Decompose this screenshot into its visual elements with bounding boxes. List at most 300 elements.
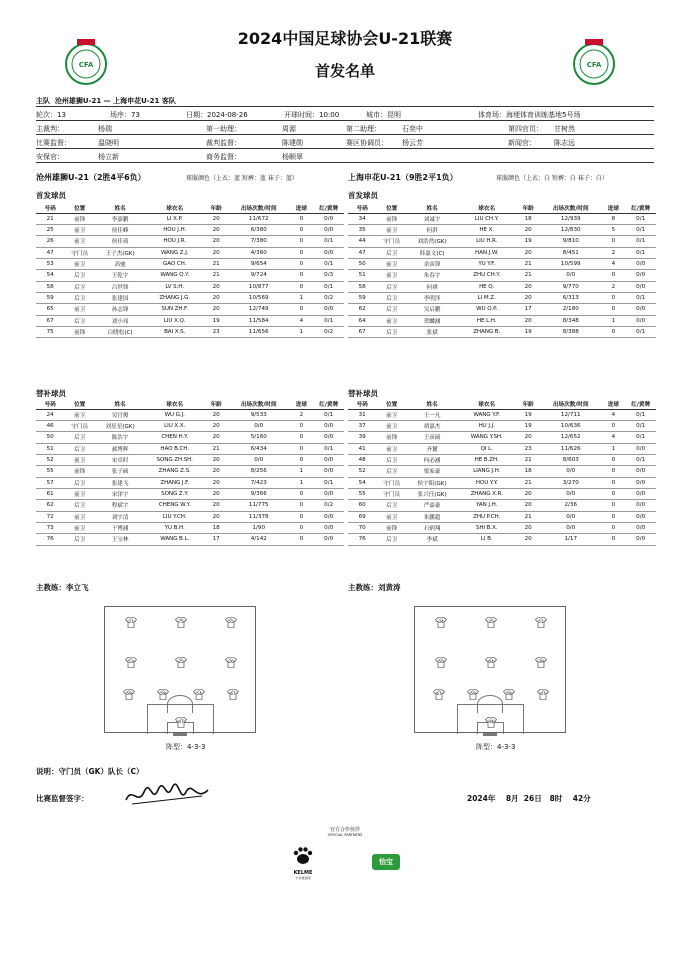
cell-appearances: 0/0 (540, 270, 601, 281)
stadium: 体育场：海埂体育训练基地5号场 (478, 111, 581, 119)
cell-name: 李嘉鹏 (95, 213, 145, 224)
cell-appearances: 0/0 (540, 522, 601, 533)
player-shirt-number: 75 (178, 619, 184, 624)
table-row (348, 224, 656, 235)
column-header-goals: 进球 (601, 204, 625, 213)
column-header-number: 号码 (348, 204, 376, 213)
cell-number: 60 (348, 500, 376, 511)
cell-shirt-name: ZHANG Z.S. (145, 466, 204, 477)
player-shirt-number: 50 (438, 659, 444, 664)
cell-goals: 1 (289, 466, 313, 477)
player-shirt-icon (435, 617, 447, 628)
table-row (36, 247, 344, 258)
cell-goals: 1 (601, 443, 625, 454)
cell-position: 前卫 (376, 315, 407, 326)
cell-appearances: 0/0 (228, 454, 289, 465)
column-header-name: 姓名 (407, 400, 457, 409)
cell-shirt-name: ZHANG X.R. (457, 488, 516, 499)
column-header-name: 姓名 (95, 204, 145, 213)
venue-coordinator: 赛区协调员： 杨云芳 (346, 139, 423, 147)
cell-position: 前卫 (64, 304, 95, 315)
cell-goals: 0 (601, 454, 625, 465)
cell-age: 23 (204, 326, 228, 337)
cell-shirt-name: GAO CH. (145, 258, 204, 269)
column-header-goals: 进球 (601, 400, 625, 409)
cell-name: 王子杰(GK) (95, 247, 145, 258)
cell-age: 20 (516, 281, 540, 292)
player-shirt-number: 25 (178, 659, 184, 664)
cell-shirt-name: LI X.P. (145, 213, 204, 224)
column-header-name: 姓名 (407, 204, 457, 213)
cell-age: 20 (204, 477, 228, 488)
table-row (36, 304, 344, 315)
cell-position: 前锋 (376, 432, 407, 443)
player-shirt-icon (123, 689, 135, 700)
cell-shirt-name: HOU J.H. (145, 224, 204, 235)
column-header-shirt-name: 球衣名 (145, 400, 204, 409)
table-row (36, 409, 344, 420)
pitch-line (483, 733, 497, 736)
cell-position: 后卫 (64, 292, 95, 303)
table-row (36, 432, 344, 443)
table-row (348, 409, 656, 420)
signature-label: 比赛监督签字： (36, 794, 89, 803)
cell-appearances: 11/775 (228, 500, 289, 511)
cell-number: 50 (348, 258, 376, 269)
cell-number: 24 (36, 409, 64, 420)
cell-age: 20 (204, 247, 228, 258)
column-header-position: 位置 (64, 400, 95, 409)
cell-cards: 0/0 (625, 534, 656, 545)
table-row (348, 443, 656, 454)
cell-position: 前锋 (64, 466, 95, 477)
column-header-position: 位置 (376, 204, 407, 213)
cell-age: 20 (516, 432, 540, 443)
cell-position: 前卫 (64, 488, 95, 499)
cell-age: 19 (516, 420, 540, 431)
cell-appearances: 8/603 (540, 454, 601, 465)
handwritten-signature-icon (122, 780, 212, 810)
table-row (348, 213, 656, 224)
cell-age: 20 (204, 488, 228, 499)
table-row (36, 326, 344, 337)
home-jersey-colors: 球服颜色（上衣：蓝 短裤：蓝 袜子：蓝） (186, 175, 298, 182)
cell-number: 75 (36, 326, 64, 337)
cell-goals: 0 (601, 420, 625, 431)
home-subs-table (36, 400, 344, 546)
column-header-goals: 进球 (289, 400, 313, 409)
cell-shirt-name: ZHANG J.G. (145, 292, 204, 303)
cell-number: 21 (36, 213, 64, 224)
table-row (348, 315, 656, 326)
home-formation-pitch (104, 606, 256, 733)
cell-age: 20 (204, 304, 228, 315)
cell-shirt-name: SONG Z.Y. (145, 488, 204, 499)
teams-value: 沧州雄狮U-21 — 上海申花U-21 客队 (54, 97, 176, 105)
table-row (348, 522, 656, 533)
cell-number: 61 (36, 488, 64, 499)
cell-number: 59 (36, 292, 64, 303)
column-header-appearances: 出场次数/时间 (228, 204, 289, 213)
player-shirt-number: 26 (228, 659, 234, 664)
cell-appearances: 10/636 (540, 420, 601, 431)
cell-age: 20 (516, 247, 540, 258)
column-header-name: 姓名 (95, 400, 145, 409)
cell-appearances: 0/0 (540, 488, 601, 499)
cell-number: 67 (348, 326, 376, 337)
cell-cards: 0/1 (313, 281, 344, 292)
cell-name: 宋卓时 (95, 454, 145, 465)
cell-cards: 0/1 (625, 236, 656, 247)
cell-position: 守门员 (64, 420, 95, 431)
cell-name: 齐麓 (407, 443, 457, 454)
cell-name: 何祺 (407, 281, 457, 292)
fourth-official: 第四官员： 甘树然 (508, 125, 575, 133)
table-row (36, 213, 344, 224)
table-row (36, 236, 344, 247)
cell-shirt-name: WANG Q.Y. (145, 270, 204, 281)
cell-goals: 0 (289, 534, 313, 545)
cell-appearances: 2/36 (540, 500, 601, 511)
player-shirt-number: 55 (228, 619, 234, 624)
away-subs-table (348, 400, 656, 546)
cell-position: 后卫 (64, 477, 95, 488)
cell-position: 前卫 (64, 511, 95, 522)
table-row (348, 466, 656, 477)
cell-number: 72 (36, 511, 64, 522)
cell-number: 52 (348, 466, 376, 477)
cell-appearances: 1/90 (228, 522, 289, 533)
cell-number: 62 (348, 304, 376, 315)
player-shirt-icon (435, 657, 447, 668)
player-shirt-icon (175, 717, 187, 728)
cell-name: 刘浩然(GK) (407, 236, 457, 247)
cell-number: 73 (36, 522, 64, 533)
cell-cards: 0/1 (625, 247, 656, 258)
cell-age: 20 (204, 511, 228, 522)
divider (36, 120, 654, 121)
cell-appearances: 12/749 (228, 304, 289, 315)
cell-shirt-name: SHI B.X. (457, 522, 516, 533)
player-shirt-icon (175, 617, 187, 628)
cell-shirt-name: LIANG J.H. (457, 466, 516, 477)
cell-appearances: 4/142 (228, 534, 289, 545)
cell-appearances: 12/711 (540, 409, 601, 420)
cell-cards: 0/0 (313, 247, 344, 258)
cell-goals: 1 (289, 292, 313, 303)
cell-goals: 0 (289, 488, 313, 499)
cell-position: 前卫 (376, 420, 407, 431)
cell-shirt-name: ZHANG B. (457, 326, 516, 337)
player-shirt-number: 34 (438, 619, 444, 624)
cell-position: 守门员 (376, 477, 407, 488)
cell-cards: 0/0 (625, 488, 656, 499)
cell-name: 朱鹏超 (407, 511, 457, 522)
kickoff-time: 开球时间：10:00 (284, 111, 340, 119)
referee-assessor: 裁判监督： 陈建勋 (206, 139, 303, 147)
cell-position: 后卫 (376, 247, 407, 258)
cell-number: 62 (36, 500, 64, 511)
player-shirt-number: 47 (540, 691, 546, 696)
cell-goals: 0 (289, 247, 313, 258)
cell-name: 张子硕 (95, 466, 145, 477)
cell-position: 后卫 (64, 443, 95, 454)
cell-name: 韩嘉文(C) (407, 247, 457, 258)
cell-shirt-name: LIU Y.CH. (145, 511, 204, 522)
cell-appearances: 8/348 (540, 315, 601, 326)
cell-shirt-name: SONG ZH.SH. (145, 454, 204, 465)
away-formation-pitch (414, 606, 566, 733)
home-coach: 主教练：李立飞 (36, 583, 89, 592)
player-shirt-number: 67 (436, 691, 442, 696)
cell-appearances: 3/270 (540, 477, 601, 488)
cell-cards: 0/1 (313, 315, 344, 326)
cell-cards: 0/1 (625, 224, 656, 235)
table-row (348, 500, 656, 511)
cell-position: 前锋 (376, 522, 407, 533)
cell-goals: 4 (601, 432, 625, 443)
cell-goals: 0 (289, 281, 313, 292)
cell-appearances: 9/810 (540, 236, 601, 247)
cell-age: 20 (516, 224, 540, 235)
cell-number: 31 (348, 409, 376, 420)
cell-shirt-name: LI B. (457, 534, 516, 545)
cell-position: 后卫 (376, 500, 407, 511)
cell-goals: 0 (601, 477, 625, 488)
cell-appearances: 7/380 (228, 236, 289, 247)
cell-name: 侯宇阳(GK) (407, 477, 457, 488)
cell-cards: 0/1 (625, 213, 656, 224)
cell-position: 前锋 (376, 213, 407, 224)
cell-name: 贺麟涵 (407, 315, 457, 326)
cell-shirt-name: YAN J.H. (457, 500, 516, 511)
player-shirt-icon (485, 657, 497, 668)
cell-age: 20 (204, 213, 228, 224)
cell-name: 于博涵 (95, 522, 145, 533)
table-row (36, 258, 344, 269)
cell-appearances: 6/434 (228, 443, 289, 454)
cell-cards: 0/0 (313, 511, 344, 522)
cell-number: 52 (36, 454, 64, 465)
pitch-line (147, 704, 148, 734)
cell-position: 守门员 (64, 247, 95, 258)
cell-name: 吴启鹏 (407, 304, 457, 315)
column-header-number: 号码 (36, 204, 64, 213)
table-row (348, 477, 656, 488)
cell-shirt-name: QI L. (457, 443, 516, 454)
cell-cards: 0/0 (313, 522, 344, 533)
cell-age: 17 (204, 534, 228, 545)
cell-age: 21 (516, 477, 540, 488)
cell-number: 35 (348, 224, 376, 235)
cell-age: 23 (516, 443, 540, 454)
table-row (36, 292, 344, 303)
cell-name: 吴官俊 (95, 409, 145, 420)
cell-number: 39 (348, 432, 376, 443)
cell-number: 69 (348, 511, 376, 522)
cell-cards: 0/3 (313, 270, 344, 281)
player-shirt-number: 51 (538, 619, 544, 624)
cell-appearances: 9/366 (228, 488, 289, 499)
column-header-cards: 红/黄牌 (313, 204, 344, 213)
cell-position: 前卫 (376, 258, 407, 269)
pitch-line (503, 722, 504, 734)
cell-name: 胡嘉杰 (407, 420, 457, 431)
kelme-logo: KELME 卡尔美官网 (288, 846, 318, 880)
cell-goals: 0 (601, 326, 625, 337)
cell-appearances: 12/939 (540, 213, 601, 224)
cell-goals: 0 (289, 213, 313, 224)
divider (36, 162, 654, 163)
cell-shirt-name: WANG B.L. (145, 534, 204, 545)
cell-shirt-name: WANG Y.F. (457, 409, 516, 420)
cell-name: 侯佳琦 (95, 236, 145, 247)
player-shirt-icon (227, 689, 239, 700)
cell-position: 后卫 (376, 326, 407, 337)
cell-number: 55 (36, 466, 64, 477)
cell-position: 前卫 (64, 258, 95, 269)
away-starters-table (348, 204, 656, 338)
cell-cards: 0/2 (313, 292, 344, 303)
cell-name: 侯佳峰 (95, 224, 145, 235)
cell-number: 51 (36, 443, 64, 454)
home-subs-label: 替补球员 (36, 389, 66, 398)
match-number: 场序：73 (110, 111, 140, 119)
cell-name: 王乾宇 (95, 270, 145, 281)
cell-age: 20 (204, 454, 228, 465)
cell-position: 后卫 (376, 534, 407, 545)
cell-number: 26 (36, 236, 64, 247)
cell-cards: 0/1 (313, 477, 344, 488)
away-starters-label: 首发球员 (348, 191, 378, 200)
cell-name: 张兴任(GK) (407, 488, 457, 499)
penalty-arc (167, 695, 193, 713)
sign-date: 2024年 8月 26日 8时 42分 (467, 794, 591, 803)
cell-name: 张斌 (407, 326, 457, 337)
cell-age: 21 (516, 454, 540, 465)
cell-name: 石炳翔 (407, 522, 457, 533)
cell-position: 前卫 (64, 236, 95, 247)
cell-shirt-name: LIU X.X. (145, 420, 204, 431)
table-row (36, 477, 344, 488)
cell-shirt-name: HOU J.R. (145, 236, 204, 247)
table-row (348, 534, 656, 545)
cell-cards: 0/0 (313, 466, 344, 477)
cell-number: 64 (348, 315, 376, 326)
column-header-cards: 红/黄牌 (625, 204, 656, 213)
cell-cards: 0/1 (625, 454, 656, 465)
signature (122, 780, 212, 810)
cell-name: 严嘉豪 (407, 500, 457, 511)
column-header-number: 号码 (348, 400, 376, 409)
cell-cards: 0/0 (625, 258, 656, 269)
column-header-number: 号码 (36, 400, 64, 409)
cell-position: 前卫 (64, 409, 95, 420)
cell-goals: 0 (289, 270, 313, 281)
cell-cards: 0/2 (313, 326, 344, 337)
cell-cards: 0/2 (313, 500, 344, 511)
cell-shirt-name: LIU X.Q. (145, 315, 204, 326)
player-shirt-icon (225, 617, 237, 628)
cell-position: 守门员 (376, 236, 407, 247)
round: 轮次：13 (36, 111, 66, 119)
cell-cards: 0/0 (625, 304, 656, 315)
home-team-name: 沧州雄狮U-21（2胜4平6负） (36, 173, 146, 182)
cell-shirt-name: ZHU P.CH. (457, 511, 516, 522)
cell-shirt-name: BAI X.S. (145, 326, 204, 337)
player-shirt-icon (193, 689, 205, 700)
cell-age: 20 (516, 488, 540, 499)
cell-number: 25 (36, 224, 64, 235)
cell-number: 53 (36, 258, 64, 269)
cell-appearances: 8/451 (540, 247, 601, 258)
cbest-logo: 怡宝 (372, 854, 400, 870)
player-shirt-number: 59 (126, 691, 132, 696)
cell-position: 后卫 (376, 454, 407, 465)
cell-cards: 0/0 (313, 304, 344, 315)
column-header-shirt-name: 球衣名 (457, 400, 516, 409)
cell-cards: 0/0 (625, 270, 656, 281)
home-starters-table (36, 204, 344, 338)
pitch-line (173, 733, 187, 736)
cell-number: 41 (348, 443, 376, 454)
cell-age: 20 (204, 432, 228, 443)
cell-name: 程斌宇 (95, 500, 145, 511)
cell-age: 18 (204, 522, 228, 533)
cell-goals: 2 (601, 281, 625, 292)
player-shirt-icon (535, 657, 547, 668)
cell-name: 刘星星(GK) (95, 420, 145, 431)
cell-cards: 0/0 (313, 420, 344, 431)
cell-shirt-name: HU J.J. (457, 420, 516, 431)
table-row (348, 236, 656, 247)
cell-goals: 1 (289, 477, 313, 488)
cell-position: 后卫 (376, 466, 407, 477)
cell-shirt-name: CHEN H.Y. (145, 432, 204, 443)
cell-goals: 0 (289, 443, 313, 454)
cell-goals: 0 (289, 432, 313, 443)
security-officer: 安保官： 杨立新 (36, 153, 119, 161)
table-row (36, 522, 344, 533)
cell-shirt-name: HOU Y.Y. (457, 477, 516, 488)
cell-goals: 0 (289, 500, 313, 511)
cell-age: 20 (516, 534, 540, 545)
cell-goals: 0 (289, 420, 313, 431)
player-shirt-number: 35 (488, 619, 494, 624)
away-formation: 阵型：4-3-3 (476, 743, 516, 751)
cell-appearances: 5/160 (228, 432, 289, 443)
table-row (36, 466, 344, 477)
svg-text:CFA: CFA (586, 61, 602, 69)
pitch-line (193, 722, 194, 734)
cell-appearances: 11/378 (228, 511, 289, 522)
cell-age: 20 (516, 522, 540, 533)
cell-name: 孙志锋 (95, 304, 145, 315)
cell-number: 47 (348, 247, 376, 258)
cell-appearances: 1/17 (540, 534, 601, 545)
cell-name: 何淇 (407, 224, 457, 235)
svg-text:CFA: CFA (78, 61, 94, 69)
cell-shirt-name: HE Q. (457, 281, 516, 292)
cell-goals: 0 (601, 270, 625, 281)
cell-goals: 1 (601, 315, 625, 326)
cell-age: 20 (516, 500, 540, 511)
divider (36, 134, 654, 135)
away-coach: 主教练：刘黄涛 (348, 583, 401, 592)
cell-goals: 4 (289, 315, 313, 326)
cell-goals: 0 (601, 466, 625, 477)
player-shirt-number: 39 (538, 659, 544, 664)
